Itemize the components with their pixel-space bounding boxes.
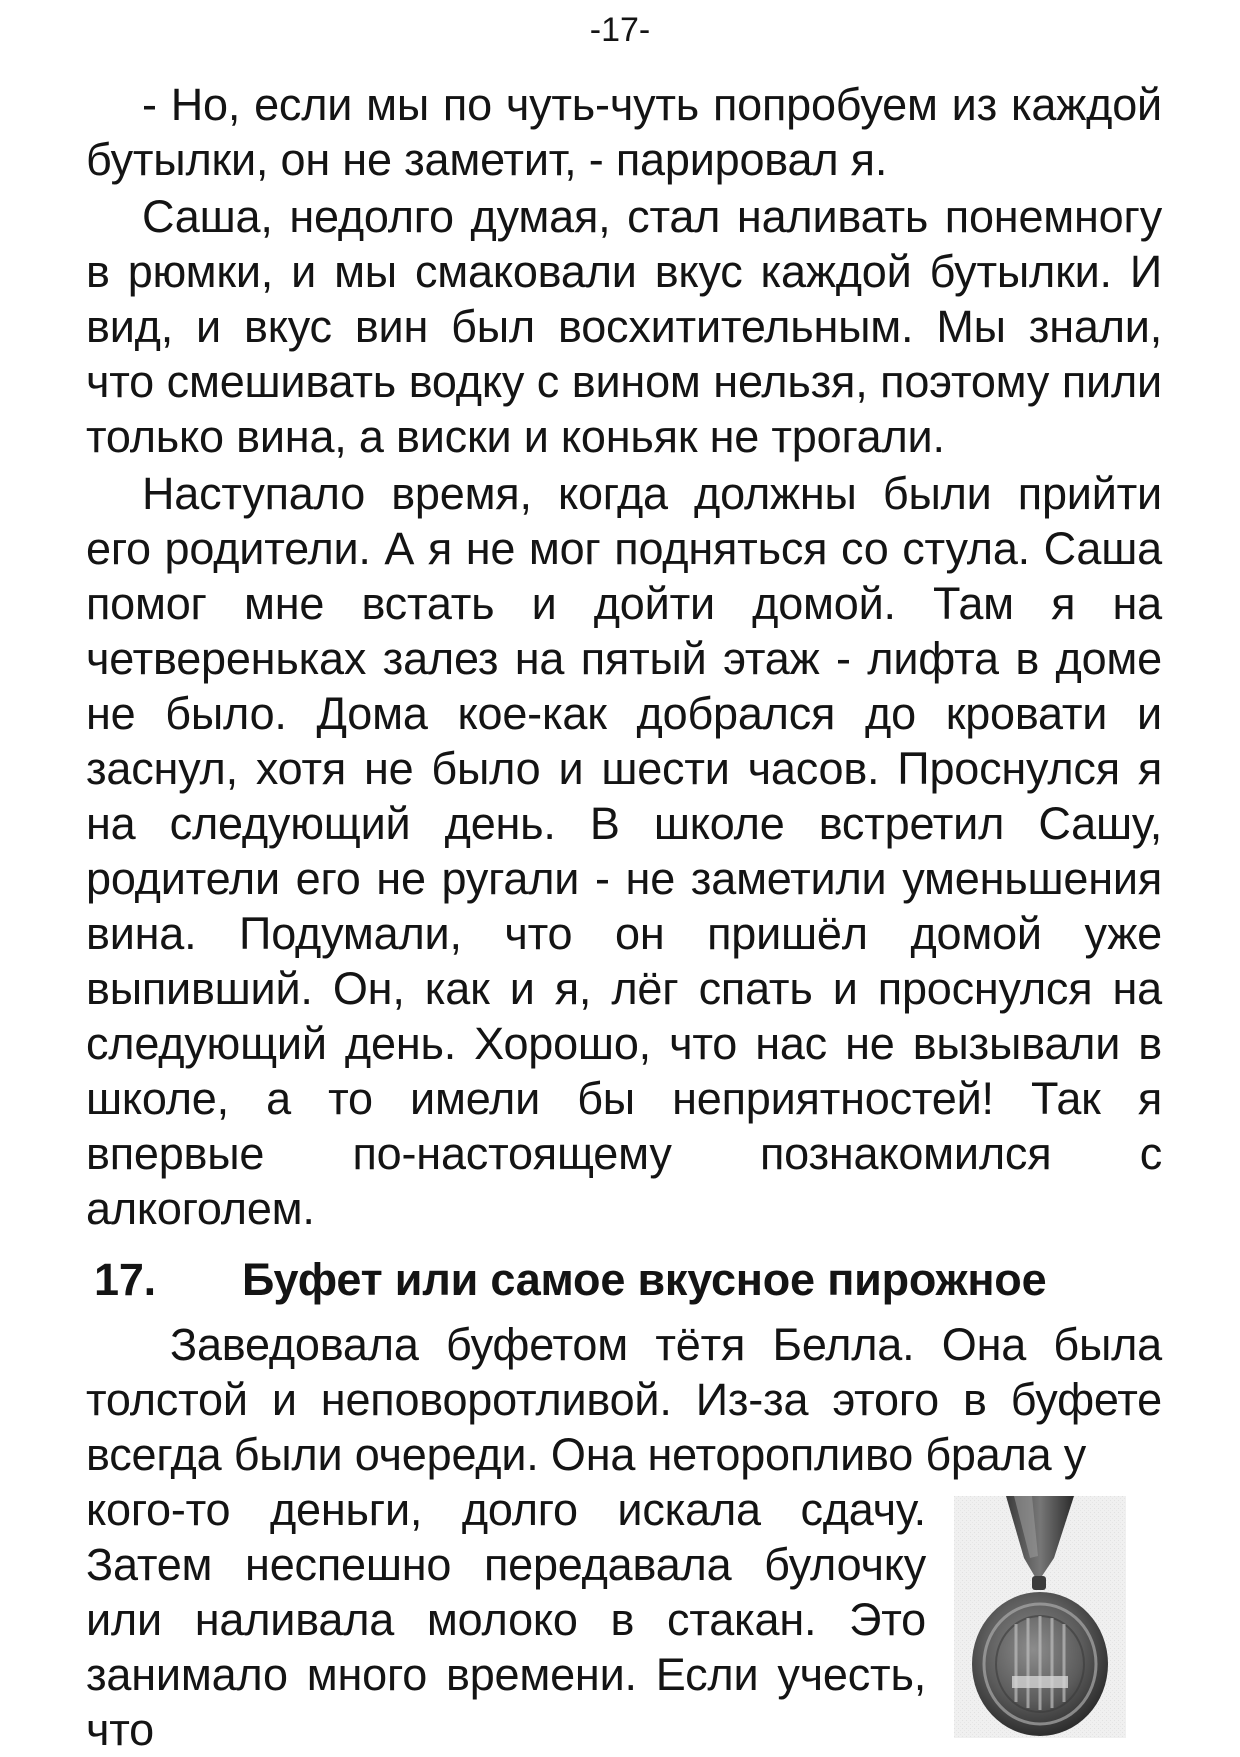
paragraph-continuation: кого-то деньги, долго искала сдачу. Затем неспешно передавала булочку или наливала молоко в стакан. Это занимало много времени. Если учесть, что [86,1484,926,1755]
text-with-figure [86,1482,1162,1757]
section-heading [94,1252,1162,1307]
page-number: -17- [589,11,651,49]
section-title: Буфет или самое вкусное пирожное [242,1254,1047,1305]
paragraph: Саша, недолго думая, стал наливать понемногу в рюмки, и мы смаковали вкус каждой бутылки. И вид, и вкус вин был восхитительным. Мы знали, что смешивать водку с вином нельзя, поэтому пили только вина, а виски и коньяк не трогали. [86,191,1162,462]
paragraph: - Но, если мы по чуть-чуть попробуем из каждой бутылки, он не заметит, - парировал я. [86,79,1162,185]
page-body [86,77,1162,1757]
section-number: 17. [94,1254,156,1305]
paragraph: Наступало время, когда должны были прийти его родители. А я не мог подняться со стула. Саша помог мне встать и дойти домой. Там я на четвереньках залез на пятый этаж - лифта в доме не было. Дома кое-как добрался до кровати и заснул, хотя не было и шести часов. Проснулся я на следующий день. В школе встретил Сашу, родители его не ругали - не заметили уменьшения вина. Подумали, что он пришёл домой уже выпивший. Он, как и я, лёг спать и проснулся на следующий день. Хорошо, что нас не вызывали в школе, а то имели бы неприятностей! Так я впервые по-настоящему познакомился с алкоголем. [86,468,1162,1234]
medal-photo-icon [954,1496,1126,1738]
paragraph: Заведовала буфетом тётя Белла. Она была толстой и неповоротливой. Из-за этого в буфете всегда были очереди. Она неторопливо брала у [86,1319,1162,1480]
